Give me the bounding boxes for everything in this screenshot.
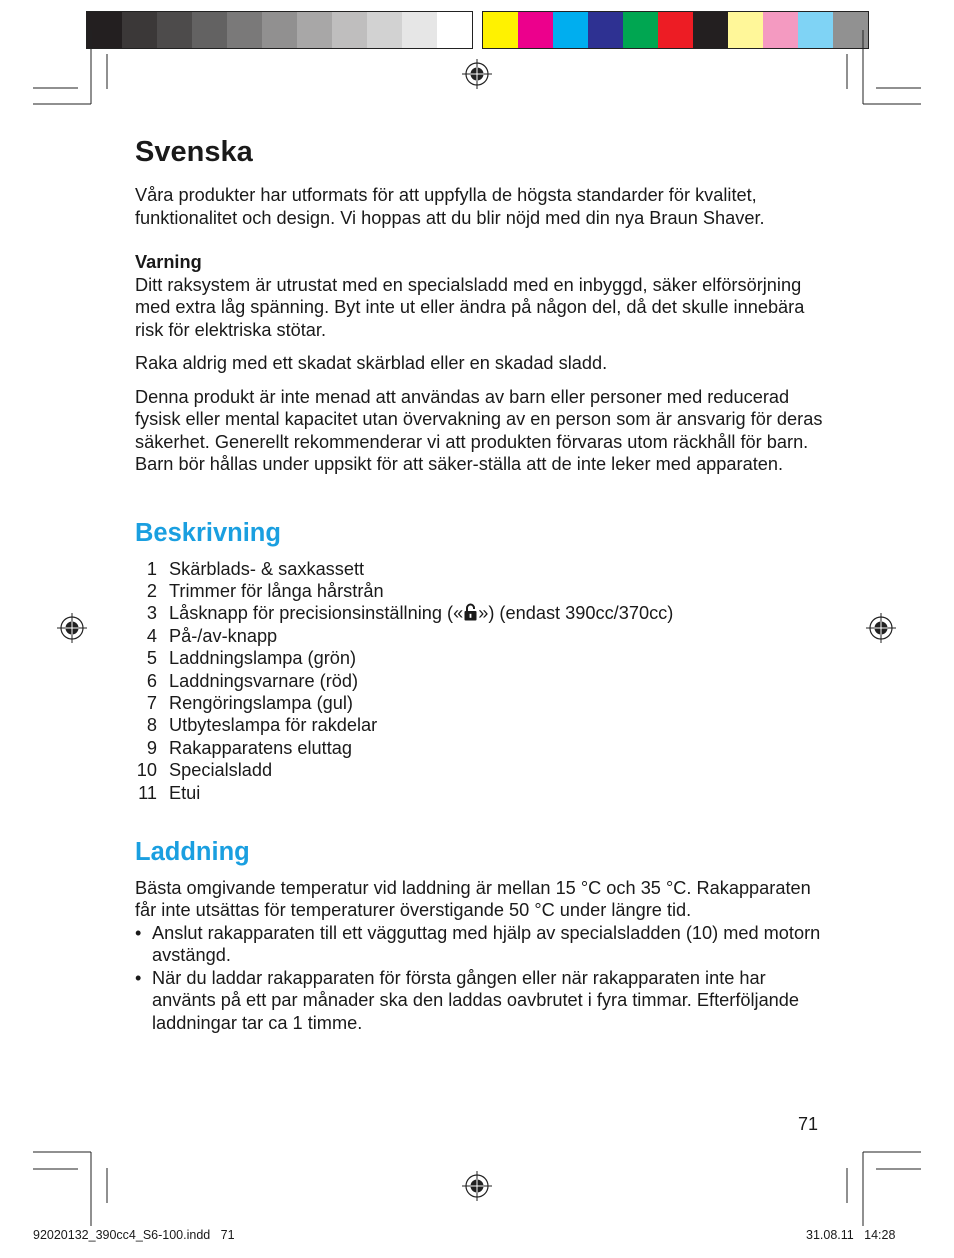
registration-mark-icon xyxy=(462,1171,492,1201)
lock-icon xyxy=(464,603,477,621)
item-text-before: Låsknapp för precisionsinställning (« xyxy=(169,603,464,624)
item-number: 4 xyxy=(146,625,157,646)
color-swatch xyxy=(693,12,728,48)
item-number: 8 xyxy=(146,715,157,736)
bullet-text: Anslut rakapparaten till ett vägguttag med hjälp av specialsladden (10) med motorn avstängd. xyxy=(152,922,821,966)
item-text: Laddningsvarnare (röd) xyxy=(169,670,359,691)
page-title: Svenska xyxy=(135,136,253,168)
gray-swatch xyxy=(297,12,332,48)
item-text: Rakapparatens eluttag xyxy=(169,737,353,758)
intro-paragraph: Våra produkter har utformats för att uppfylla de högsta standarder för kvalitet, funktionalitet och design. Vi hoppas att du blir nöjd med din nya Braun Shaver. xyxy=(135,185,765,228)
charging-steps xyxy=(135,922,825,1035)
color-swatch xyxy=(798,12,833,48)
color-swatch xyxy=(658,12,693,48)
color-swatch xyxy=(833,12,868,48)
item-number: 10 xyxy=(136,760,157,781)
list-item xyxy=(135,625,825,647)
process-color-bar xyxy=(482,11,869,49)
list-item xyxy=(135,759,825,781)
bullet-text: När du laddar rakapparaten för första gången eller när rakapparaten inte har använts på ett par månader ska den laddas oavbrutet i fyra timmar. Efterföljande laddningar tar ca 1 timme. xyxy=(152,967,800,1033)
color-swatch xyxy=(728,12,763,48)
footer-timestamp: 31.08.11 14:28 xyxy=(806,1228,896,1242)
gray-swatch xyxy=(262,12,297,48)
section-heading-charging: Laddning xyxy=(135,837,250,866)
list-item xyxy=(135,580,825,602)
color-swatch xyxy=(588,12,623,48)
list-item xyxy=(135,922,825,967)
item-number: 7 xyxy=(146,692,157,713)
grayscale-color-bar xyxy=(86,11,473,49)
gray-swatch xyxy=(332,12,367,48)
gray-swatch xyxy=(87,12,122,48)
gray-swatch xyxy=(157,12,192,48)
parts-list xyxy=(135,558,825,804)
list-item xyxy=(135,692,825,714)
list-item xyxy=(135,647,825,669)
item-text: Etui xyxy=(169,782,201,803)
color-swatch xyxy=(553,12,588,48)
manual-page-content xyxy=(135,134,825,1034)
item-text: Laddningslampa (grön) xyxy=(169,648,357,669)
warning-paragraph: Denna produkt är inte menad att användas av barn eller personer med reducerad fysisk eller mental kapacitet utan övervakning av en person som är ansvarig för deras säkerhet. Generellt rekommenderar vi att produkten förvaras utom räckhåll för barn. Barn bör hållas under uppsikt för att säker-ställa att de inte leker med apparaten. xyxy=(135,386,823,474)
item-number: 11 xyxy=(138,782,157,803)
gray-swatch xyxy=(402,12,437,48)
color-swatch xyxy=(623,12,658,48)
crop-mark xyxy=(33,1152,107,1226)
registration-mark-icon xyxy=(462,59,492,89)
item-number: 5 xyxy=(146,648,157,669)
section-heading-description: Beskrivning xyxy=(135,518,281,547)
item-number: 1 xyxy=(146,558,157,579)
registration-mark-icon xyxy=(57,613,87,643)
color-swatch xyxy=(763,12,798,48)
warning-label: Varning xyxy=(135,252,202,272)
list-item xyxy=(135,558,825,580)
list-item xyxy=(135,737,825,759)
gray-swatch xyxy=(192,12,227,48)
crop-mark xyxy=(847,1152,921,1226)
list-item xyxy=(135,602,825,624)
gray-swatch xyxy=(367,12,402,48)
warning-section xyxy=(135,251,825,476)
item-text: Utbyteslampa för rakdelar xyxy=(169,715,378,736)
warning-paragraph: Ditt raksystem är utrustat med en specialsladd med en inbyggd, säker elförsörjning med extra låg spänning. Byt inte ut eller ändra på någon del, då det skulle innebära risk för elektriska stötar. xyxy=(135,274,805,340)
item-text: På-/av-knapp xyxy=(169,625,278,646)
gray-swatch xyxy=(122,12,157,48)
registration-mark-icon xyxy=(866,613,896,643)
gray-swatch xyxy=(437,12,472,48)
item-number: 3 xyxy=(146,603,157,624)
item-text: Trimmer för långa hårstrån xyxy=(169,580,384,601)
list-item xyxy=(135,670,825,692)
item-number: 2 xyxy=(146,580,157,601)
gray-swatch xyxy=(227,12,262,48)
list-item xyxy=(135,714,825,736)
item-text: Rengöringslampa (gul) xyxy=(169,692,353,713)
color-swatch xyxy=(483,12,518,48)
warning-paragraph: Raka aldrig med ett skadat skärblad eller en skadad sladd. xyxy=(135,353,608,373)
page-number: 71 xyxy=(798,1114,819,1134)
item-text xyxy=(169,602,673,624)
item-text: Specialsladd xyxy=(169,760,273,781)
item-number: 6 xyxy=(146,670,157,691)
item-text: Skärblads- & saxkassett xyxy=(169,558,365,579)
charging-intro: Bästa omgivande temperatur vid laddning är mellan 15 °C och 35 °C. Rakapparaten får inte utsättas för temperaturer överstigande 50 °C under längre tid. xyxy=(135,877,811,921)
color-swatch xyxy=(518,12,553,48)
item-number: 9 xyxy=(146,737,157,758)
footer-file-info: 92020132_390cc4_S6-100.indd 71 xyxy=(33,1228,235,1242)
item-text-after: ») (endast 390cc/370cc) xyxy=(478,603,674,624)
list-item xyxy=(135,782,825,804)
list-item xyxy=(135,967,825,1035)
bullet: • xyxy=(135,922,142,943)
bullet: • xyxy=(135,967,142,988)
